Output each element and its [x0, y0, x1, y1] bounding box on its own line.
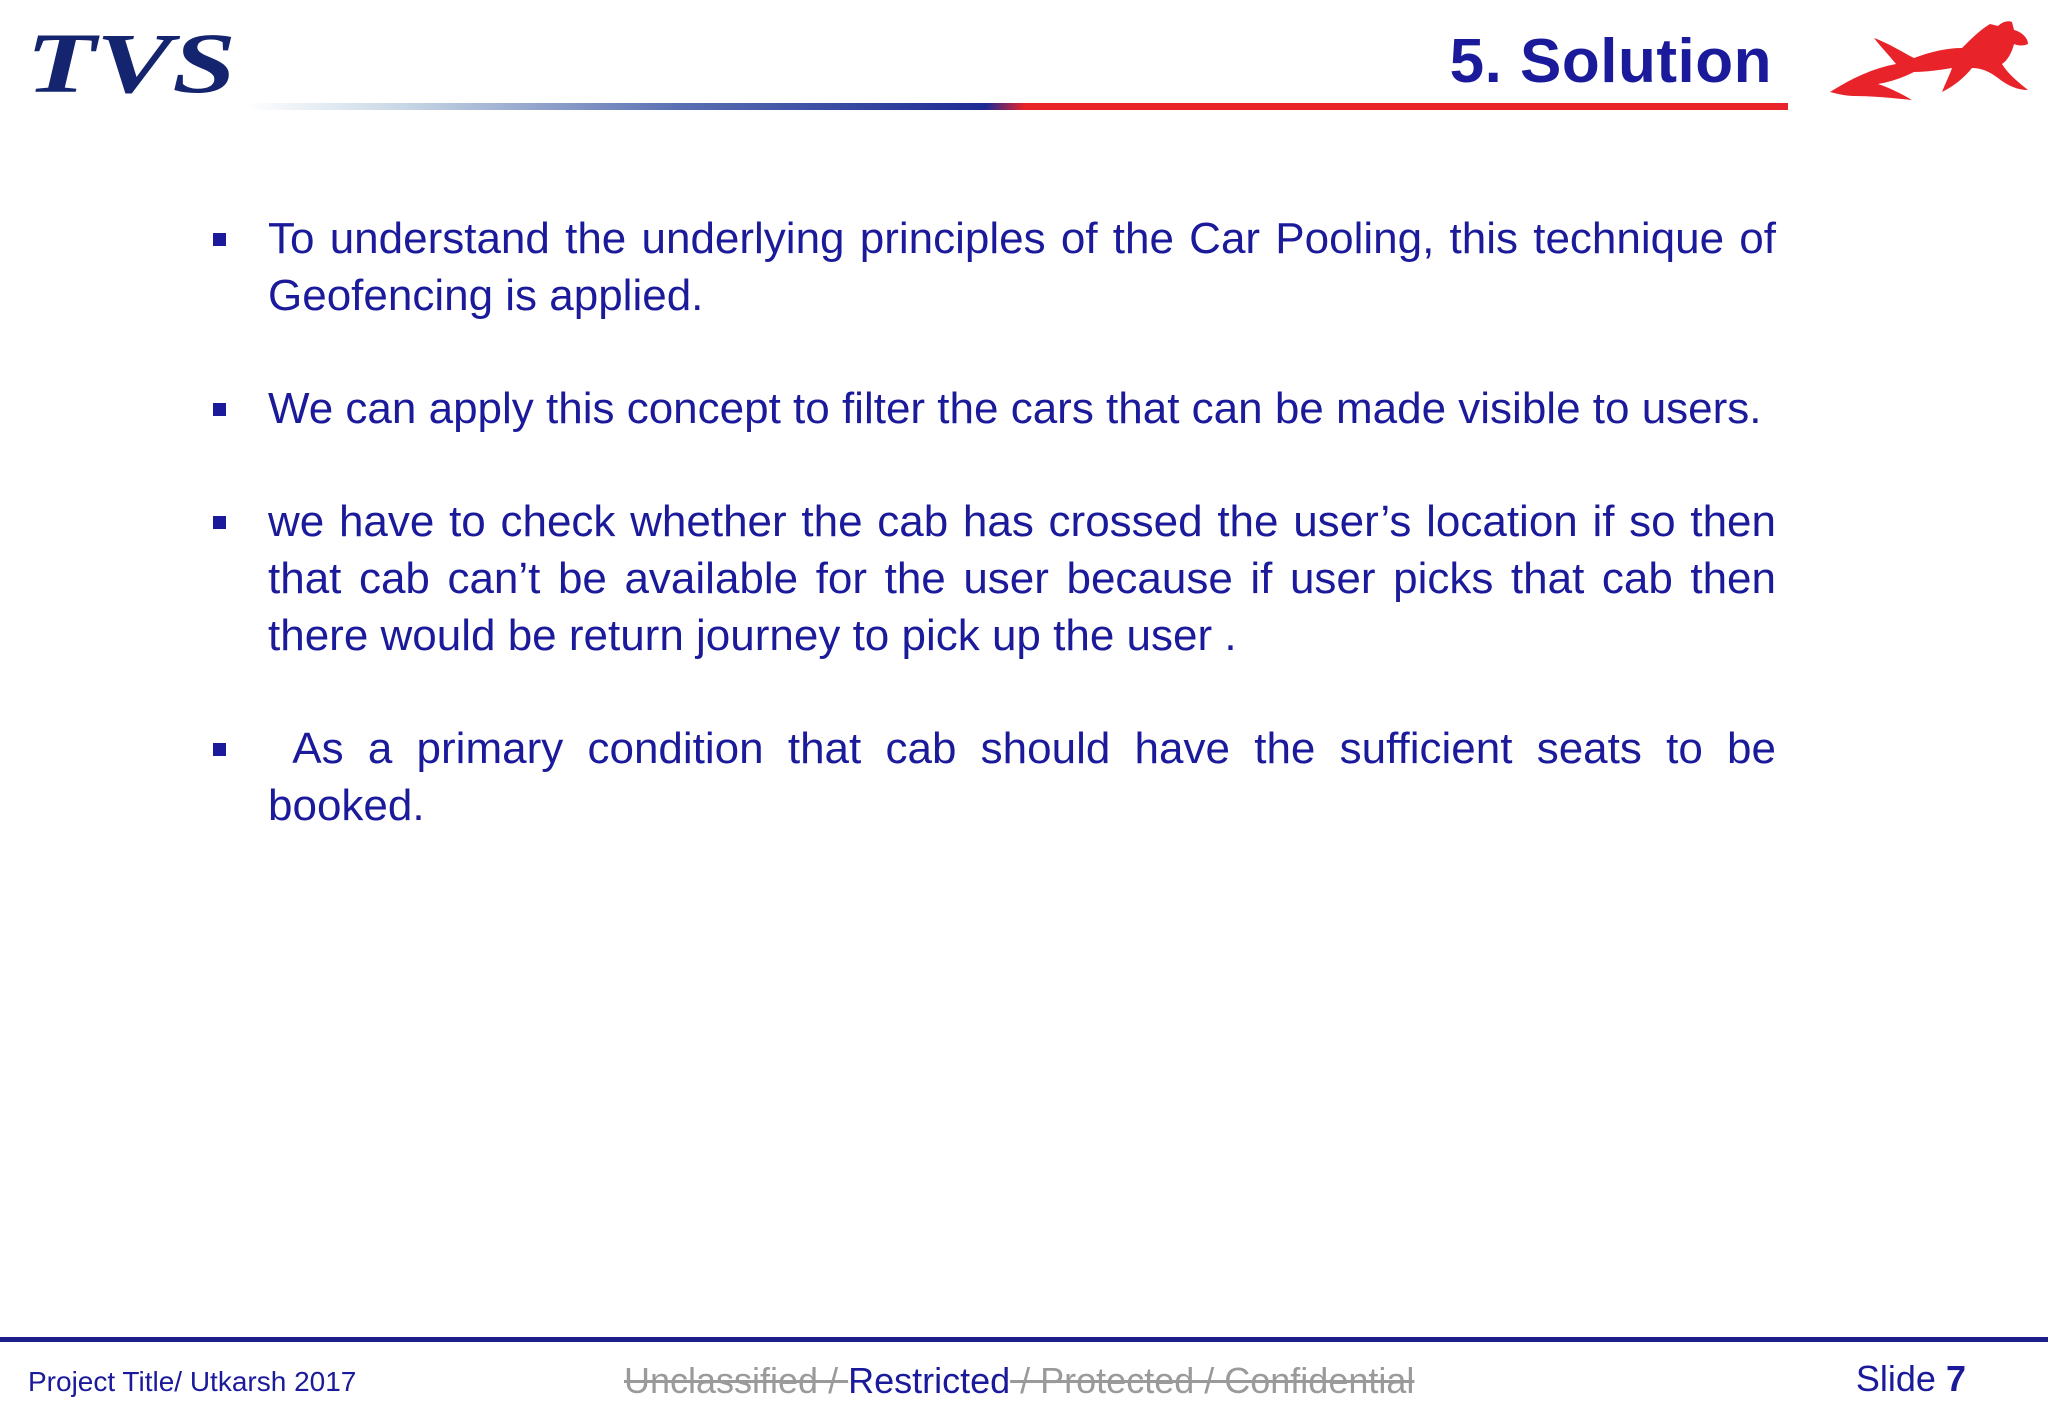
- horse-logo-icon: [1822, 12, 2034, 102]
- bullet-item: [210, 210, 1776, 324]
- square-bullet-icon: [213, 233, 226, 246]
- svg-text:TVS: TVS: [26, 20, 236, 102]
- bullet-list: [210, 210, 1789, 890]
- footer-divider: [0, 1337, 2048, 1342]
- bullet-text: To understand the underlying principles of the Car Pooling, this technique of Geofencing is applied.: [268, 214, 1776, 320]
- bullet-text: we have to check whether the cab has crossed the user’s location if so then that cab can’t be available for the user because if user picks that cab then there would be return journey to pick up the user .: [268, 497, 1776, 660]
- slide-label: Slide: [1855, 1358, 1946, 1399]
- square-bullet-icon: [213, 403, 226, 416]
- header-divider: [246, 103, 1788, 110]
- footer-classification: [624, 1360, 1414, 1402]
- slide-title: 5. Solution: [1449, 27, 1772, 96]
- footer-slide-number: [1856, 1358, 1966, 1400]
- bullet-item: [210, 493, 1776, 664]
- square-bullet-icon: [213, 743, 226, 756]
- tvs-logo: [22, 20, 242, 102]
- classification-restricted: Restricted: [848, 1360, 1011, 1401]
- slide-number: 7: [1945, 1358, 1966, 1399]
- bullet-text: We can apply this concept to filter the cars that can be made visible to users.: [268, 384, 1762, 433]
- classification-other: / Protected / Confidential: [1010, 1360, 1415, 1401]
- bullet-item: [210, 720, 1789, 834]
- square-bullet-icon: [213, 516, 226, 529]
- footer-project-title: Project Title/ Utkarsh 2017: [28, 1366, 357, 1397]
- bullet-item: [210, 380, 1776, 437]
- classification-unclassified: Unclassified /: [624, 1360, 849, 1401]
- bullet-text: As a primary condition that cab should have the sufficient seats to be booked.: [268, 724, 1789, 830]
